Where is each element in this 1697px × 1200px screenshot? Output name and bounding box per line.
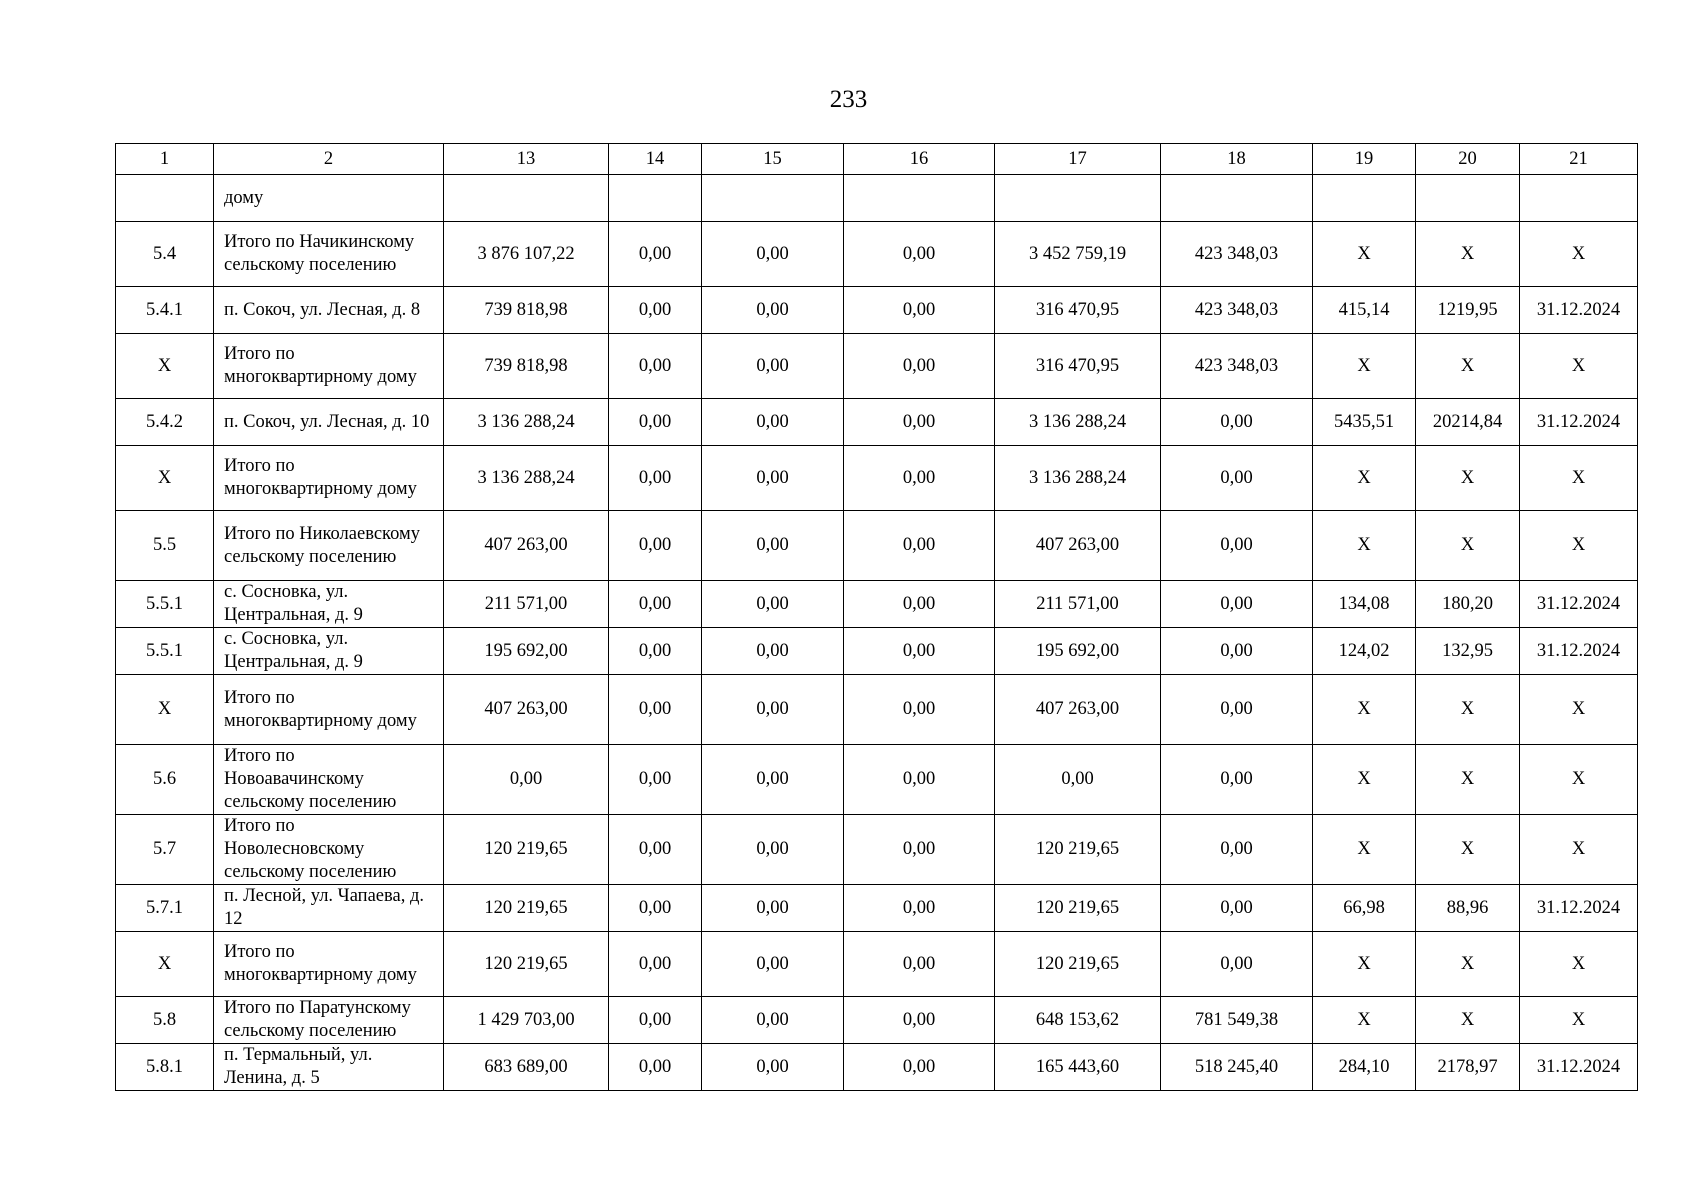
table-cell-col-18: 0,00	[1161, 885, 1313, 932]
table-cell-col-18: 781 549,38	[1161, 997, 1313, 1044]
table-cell-col-21: 31.12.2024	[1520, 287, 1638, 334]
table-cell-col-18: 0,00	[1161, 815, 1313, 885]
table-cell-col-18: 518 245,40	[1161, 1044, 1313, 1091]
table-cell-col-17: 120 219,65	[995, 815, 1161, 885]
table-cell-col-19: 66,98	[1313, 885, 1416, 932]
table-cell-col-19: X	[1313, 511, 1416, 581]
table-cell-col-15: 0,00	[702, 222, 844, 287]
table-cell-col-14: 0,00	[609, 446, 702, 511]
table-cell-col-21: X	[1520, 511, 1638, 581]
table-cell-col-20: X	[1416, 222, 1520, 287]
table-cell-col-19: X	[1313, 745, 1416, 815]
table-cell-col-2: Итого по многоквартирному дому	[214, 932, 444, 997]
table-cell-col-21: 31.12.2024	[1520, 581, 1638, 628]
table-cell-col-20: X	[1416, 675, 1520, 745]
table-cell-col-16: 0,00	[844, 399, 995, 446]
table-cell-col-18: 0,00	[1161, 675, 1313, 745]
table-row	[116, 628, 1638, 675]
table-cell-col-21: 31.12.2024	[1520, 885, 1638, 932]
table-cell-col-20: X	[1416, 334, 1520, 399]
table-cell-col-13: 120 219,65	[444, 885, 609, 932]
table-cell-col-2: с. Сосновка, ул. Центральная, д. 9	[214, 581, 444, 628]
table-cell-col-13: 3 876 107,22	[444, 222, 609, 287]
table-cell-col-16: 0,00	[844, 628, 995, 675]
data-table	[115, 143, 1638, 1091]
table-cell-col-17: 3 452 759,19	[995, 222, 1161, 287]
table-cell-col-21: 31.12.2024	[1520, 1044, 1638, 1091]
table-cell-col-15: 0,00	[702, 628, 844, 675]
table-cell-col-1: X	[116, 675, 214, 745]
table-cell-col-14: 0,00	[609, 511, 702, 581]
table-cell-col-17: 648 153,62	[995, 997, 1161, 1044]
table-cell-col-19: 415,14	[1313, 287, 1416, 334]
table-cell-col-19: 284,10	[1313, 1044, 1416, 1091]
table-cell-col-1: 5.8.1	[116, 1044, 214, 1091]
table-cell-col-19: X	[1313, 446, 1416, 511]
table-row	[116, 222, 1638, 287]
table-cell-col-2: Итого по Николаевскому сельскому поселению	[214, 511, 444, 581]
table-cell-col-15: 0,00	[702, 287, 844, 334]
table-cell-col-15: 0,00	[702, 334, 844, 399]
table-cell-col-16: 0,00	[844, 997, 995, 1044]
table-cell-col-19: X	[1313, 815, 1416, 885]
table-cell-col-15: 0,00	[702, 581, 844, 628]
table-cell-col-16: 0,00	[844, 334, 995, 399]
table-cell-col-15: 0,00	[702, 815, 844, 885]
table-cell-col-1: 5.5.1	[116, 581, 214, 628]
table-cell-col-20: X	[1416, 446, 1520, 511]
table-cell-col-17	[995, 175, 1161, 222]
table-cell-col-13: 3 136 288,24	[444, 399, 609, 446]
table-cell-col-21: X	[1520, 446, 1638, 511]
table-cell-col-18: 423 348,03	[1161, 222, 1313, 287]
table-cell-col-17: 316 470,95	[995, 287, 1161, 334]
table-cell-col-21: 31.12.2024	[1520, 628, 1638, 675]
table-row	[116, 446, 1638, 511]
table-cell-col-13: 211 571,00	[444, 581, 609, 628]
header-cell-col-17: 17	[995, 144, 1161, 175]
table-cell-col-14: 0,00	[609, 334, 702, 399]
header-cell-col-19: 19	[1313, 144, 1416, 175]
table-cell-col-18: 0,00	[1161, 399, 1313, 446]
table-row	[116, 997, 1638, 1044]
table-cell-col-20: 1219,95	[1416, 287, 1520, 334]
table-cell-col-2: с. Сосновка, ул. Центральная, д. 9	[214, 628, 444, 675]
table-cell-col-20: 180,20	[1416, 581, 1520, 628]
table-cell-col-16: 0,00	[844, 287, 995, 334]
table-row	[116, 581, 1638, 628]
table-cell-col-1: 5.7.1	[116, 885, 214, 932]
table-cell-col-15: 0,00	[702, 745, 844, 815]
table-cell-col-16: 0,00	[844, 511, 995, 581]
table-cell-col-15: 0,00	[702, 885, 844, 932]
table-cell-col-16: 0,00	[844, 675, 995, 745]
table-cell-col-20: 88,96	[1416, 885, 1520, 932]
table-cell-col-13: 195 692,00	[444, 628, 609, 675]
table-cell-col-15: 0,00	[702, 675, 844, 745]
table-cell-col-1: 5.4.2	[116, 399, 214, 446]
table-cell-col-15: 0,00	[702, 511, 844, 581]
table-cell-col-17: 120 219,65	[995, 885, 1161, 932]
table-cell-col-20	[1416, 175, 1520, 222]
table-cell-col-1: 5.5	[116, 511, 214, 581]
table-cell-col-1: X	[116, 932, 214, 997]
page-number: 233	[829, 86, 868, 113]
table-cell-col-19: X	[1313, 675, 1416, 745]
table-cell-col-15: 0,00	[702, 446, 844, 511]
header-row	[116, 144, 1638, 175]
table-cell-col-18: 0,00	[1161, 932, 1313, 997]
header-cell-col-21: 21	[1520, 144, 1638, 175]
table-cell-col-19: X	[1313, 222, 1416, 287]
table-cell-col-1: 5.4.1	[116, 287, 214, 334]
table-cell-col-19: 134,08	[1313, 581, 1416, 628]
table-cell-col-20: X	[1416, 932, 1520, 997]
table-cell-col-18: 0,00	[1161, 628, 1313, 675]
table-cell-col-2: Итого по Начикинскому сельскому поселению	[214, 222, 444, 287]
table-row	[116, 932, 1638, 997]
header-cell-col-14: 14	[609, 144, 702, 175]
table-cell-col-2: п. Лесной, ул. Чапаева, д. 12	[214, 885, 444, 932]
table-row	[116, 815, 1638, 885]
table-cell-col-21: X	[1520, 222, 1638, 287]
table-cell-col-2: п. Сокоч, ул. Лесная, д. 8	[214, 287, 444, 334]
table-cell-col-20: X	[1416, 511, 1520, 581]
table-cell-col-14: 0,00	[609, 932, 702, 997]
table-cell-col-19	[1313, 175, 1416, 222]
table-cell-col-17: 407 263,00	[995, 675, 1161, 745]
table-cell-col-21: X	[1520, 997, 1638, 1044]
table-cell-col-2: п. Термальный, ул. Ленина, д. 5	[214, 1044, 444, 1091]
table-cell-col-21: X	[1520, 334, 1638, 399]
header-cell-col-16: 16	[844, 144, 995, 175]
table-cell-col-19: X	[1313, 997, 1416, 1044]
table-cell-col-16	[844, 175, 995, 222]
table-cell-col-1: 5.8	[116, 997, 214, 1044]
table-cell-col-16: 0,00	[844, 446, 995, 511]
table-cell-col-15: 0,00	[702, 399, 844, 446]
table-cell-col-14: 0,00	[609, 675, 702, 745]
table-cell-col-1: 5.6	[116, 745, 214, 815]
table-cell-col-2: п. Сокоч, ул. Лесная, д. 10	[214, 399, 444, 446]
table-cell-col-20: X	[1416, 745, 1520, 815]
header-cell-col-18: 18	[1161, 144, 1313, 175]
header-cell-col-15: 15	[702, 144, 844, 175]
table-cell-col-16: 0,00	[844, 745, 995, 815]
header-cell-col-13: 13	[444, 144, 609, 175]
table-cell-col-17: 211 571,00	[995, 581, 1161, 628]
table-cell-col-17: 195 692,00	[995, 628, 1161, 675]
table-cell-col-15: 0,00	[702, 997, 844, 1044]
table-cell-col-2: Итого по многоквартирному дому	[214, 675, 444, 745]
header-cell-col-2: 2	[214, 144, 444, 175]
table-row	[116, 675, 1638, 745]
table-cell-col-18: 423 348,03	[1161, 287, 1313, 334]
table-cell-col-17: 120 219,65	[995, 932, 1161, 997]
table-cell-col-14: 0,00	[609, 1044, 702, 1091]
table-cell-col-13: 120 219,65	[444, 932, 609, 997]
table-cell-col-16: 0,00	[844, 222, 995, 287]
table-cell-col-14	[609, 175, 702, 222]
table-cell-col-20: 132,95	[1416, 628, 1520, 675]
table-cell-col-15	[702, 175, 844, 222]
table-cell-col-14: 0,00	[609, 628, 702, 675]
table-cell-col-14: 0,00	[609, 287, 702, 334]
table-cell-col-18: 0,00	[1161, 581, 1313, 628]
table-cell-col-13: 120 219,65	[444, 815, 609, 885]
table-cell-col-20: 2178,97	[1416, 1044, 1520, 1091]
header-cell-col-1: 1	[116, 144, 214, 175]
table-cell-col-2: Итого по Паратунскому сельскому поселению	[214, 997, 444, 1044]
table-cell-col-13: 0,00	[444, 745, 609, 815]
table-cell-col-16: 0,00	[844, 1044, 995, 1091]
table-cell-col-14: 0,00	[609, 581, 702, 628]
table-cell-col-19: 124,02	[1313, 628, 1416, 675]
table-row	[116, 885, 1638, 932]
table-cell-col-17: 407 263,00	[995, 511, 1161, 581]
table-cell-col-17: 165 443,60	[995, 1044, 1161, 1091]
table-cell-col-16: 0,00	[844, 885, 995, 932]
table-row	[116, 287, 1638, 334]
table-cell-col-15: 0,00	[702, 1044, 844, 1091]
table-row	[116, 399, 1638, 446]
table-cell-col-21: X	[1520, 745, 1638, 815]
table-cell-col-19: X	[1313, 334, 1416, 399]
table-cell-col-13: 739 818,98	[444, 334, 609, 399]
table-row	[116, 175, 1638, 222]
table-cell-col-20: X	[1416, 815, 1520, 885]
table-cell-col-14: 0,00	[609, 815, 702, 885]
table-cell-col-13: 1 429 703,00	[444, 997, 609, 1044]
table-cell-col-2: Итого по многоквартирному дому	[214, 334, 444, 399]
table-cell-col-16: 0,00	[844, 815, 995, 885]
table-cell-col-18: 0,00	[1161, 745, 1313, 815]
table-cell-col-21	[1520, 175, 1638, 222]
table-cell-col-18	[1161, 175, 1313, 222]
header-cell-col-20: 20	[1416, 144, 1520, 175]
table-cell-col-20: X	[1416, 997, 1520, 1044]
table-cell-col-18: 0,00	[1161, 446, 1313, 511]
table-row	[116, 334, 1638, 399]
table-cell-col-2: Итого по Новолесновскому сельскому поселению	[214, 815, 444, 885]
table-cell-col-1	[116, 175, 214, 222]
table-cell-col-1: 5.7	[116, 815, 214, 885]
table-cell-col-21: X	[1520, 815, 1638, 885]
table-cell-col-19: 5435,51	[1313, 399, 1416, 446]
table-cell-col-18: 423 348,03	[1161, 334, 1313, 399]
table-cell-col-13: 739 818,98	[444, 287, 609, 334]
table-cell-col-21: 31.12.2024	[1520, 399, 1638, 446]
table-cell-col-2: Итого по многоквартирному дому	[214, 446, 444, 511]
table-cell-col-13: 407 263,00	[444, 511, 609, 581]
table-row	[116, 511, 1638, 581]
table-cell-col-14: 0,00	[609, 222, 702, 287]
table-cell-col-17: 3 136 288,24	[995, 446, 1161, 511]
table-cell-col-15: 0,00	[702, 932, 844, 997]
table-cell-col-17: 316 470,95	[995, 334, 1161, 399]
table-cell-col-13	[444, 175, 609, 222]
table-cell-col-21: X	[1520, 675, 1638, 745]
table-cell-col-13: 407 263,00	[444, 675, 609, 745]
table-cell-col-13: 683 689,00	[444, 1044, 609, 1091]
table-cell-col-14: 0,00	[609, 745, 702, 815]
table-cell-col-16: 0,00	[844, 581, 995, 628]
table-row	[116, 1044, 1638, 1091]
table-cell-col-18: 0,00	[1161, 511, 1313, 581]
table-cell-col-1: X	[116, 446, 214, 511]
table-cell-col-19: X	[1313, 932, 1416, 997]
table-cell-col-1: X	[116, 334, 214, 399]
table-cell-col-14: 0,00	[609, 997, 702, 1044]
table-cell-col-14: 0,00	[609, 399, 702, 446]
table-cell-col-17: 3 136 288,24	[995, 399, 1161, 446]
table-cell-col-17: 0,00	[995, 745, 1161, 815]
table-row	[116, 745, 1638, 815]
table-cell-col-1: 5.4	[116, 222, 214, 287]
table-cell-col-13: 3 136 288,24	[444, 446, 609, 511]
table-cell-col-2: дому	[214, 175, 444, 222]
table-cell-col-14: 0,00	[609, 885, 702, 932]
table-cell-col-1: 5.5.1	[116, 628, 214, 675]
table-cell-col-16: 0,00	[844, 932, 995, 997]
table-cell-col-2: Итого по Новоавачинскому сельскому поселению	[214, 745, 444, 815]
table-cell-col-21: X	[1520, 932, 1638, 997]
table-cell-col-20: 20214,84	[1416, 399, 1520, 446]
